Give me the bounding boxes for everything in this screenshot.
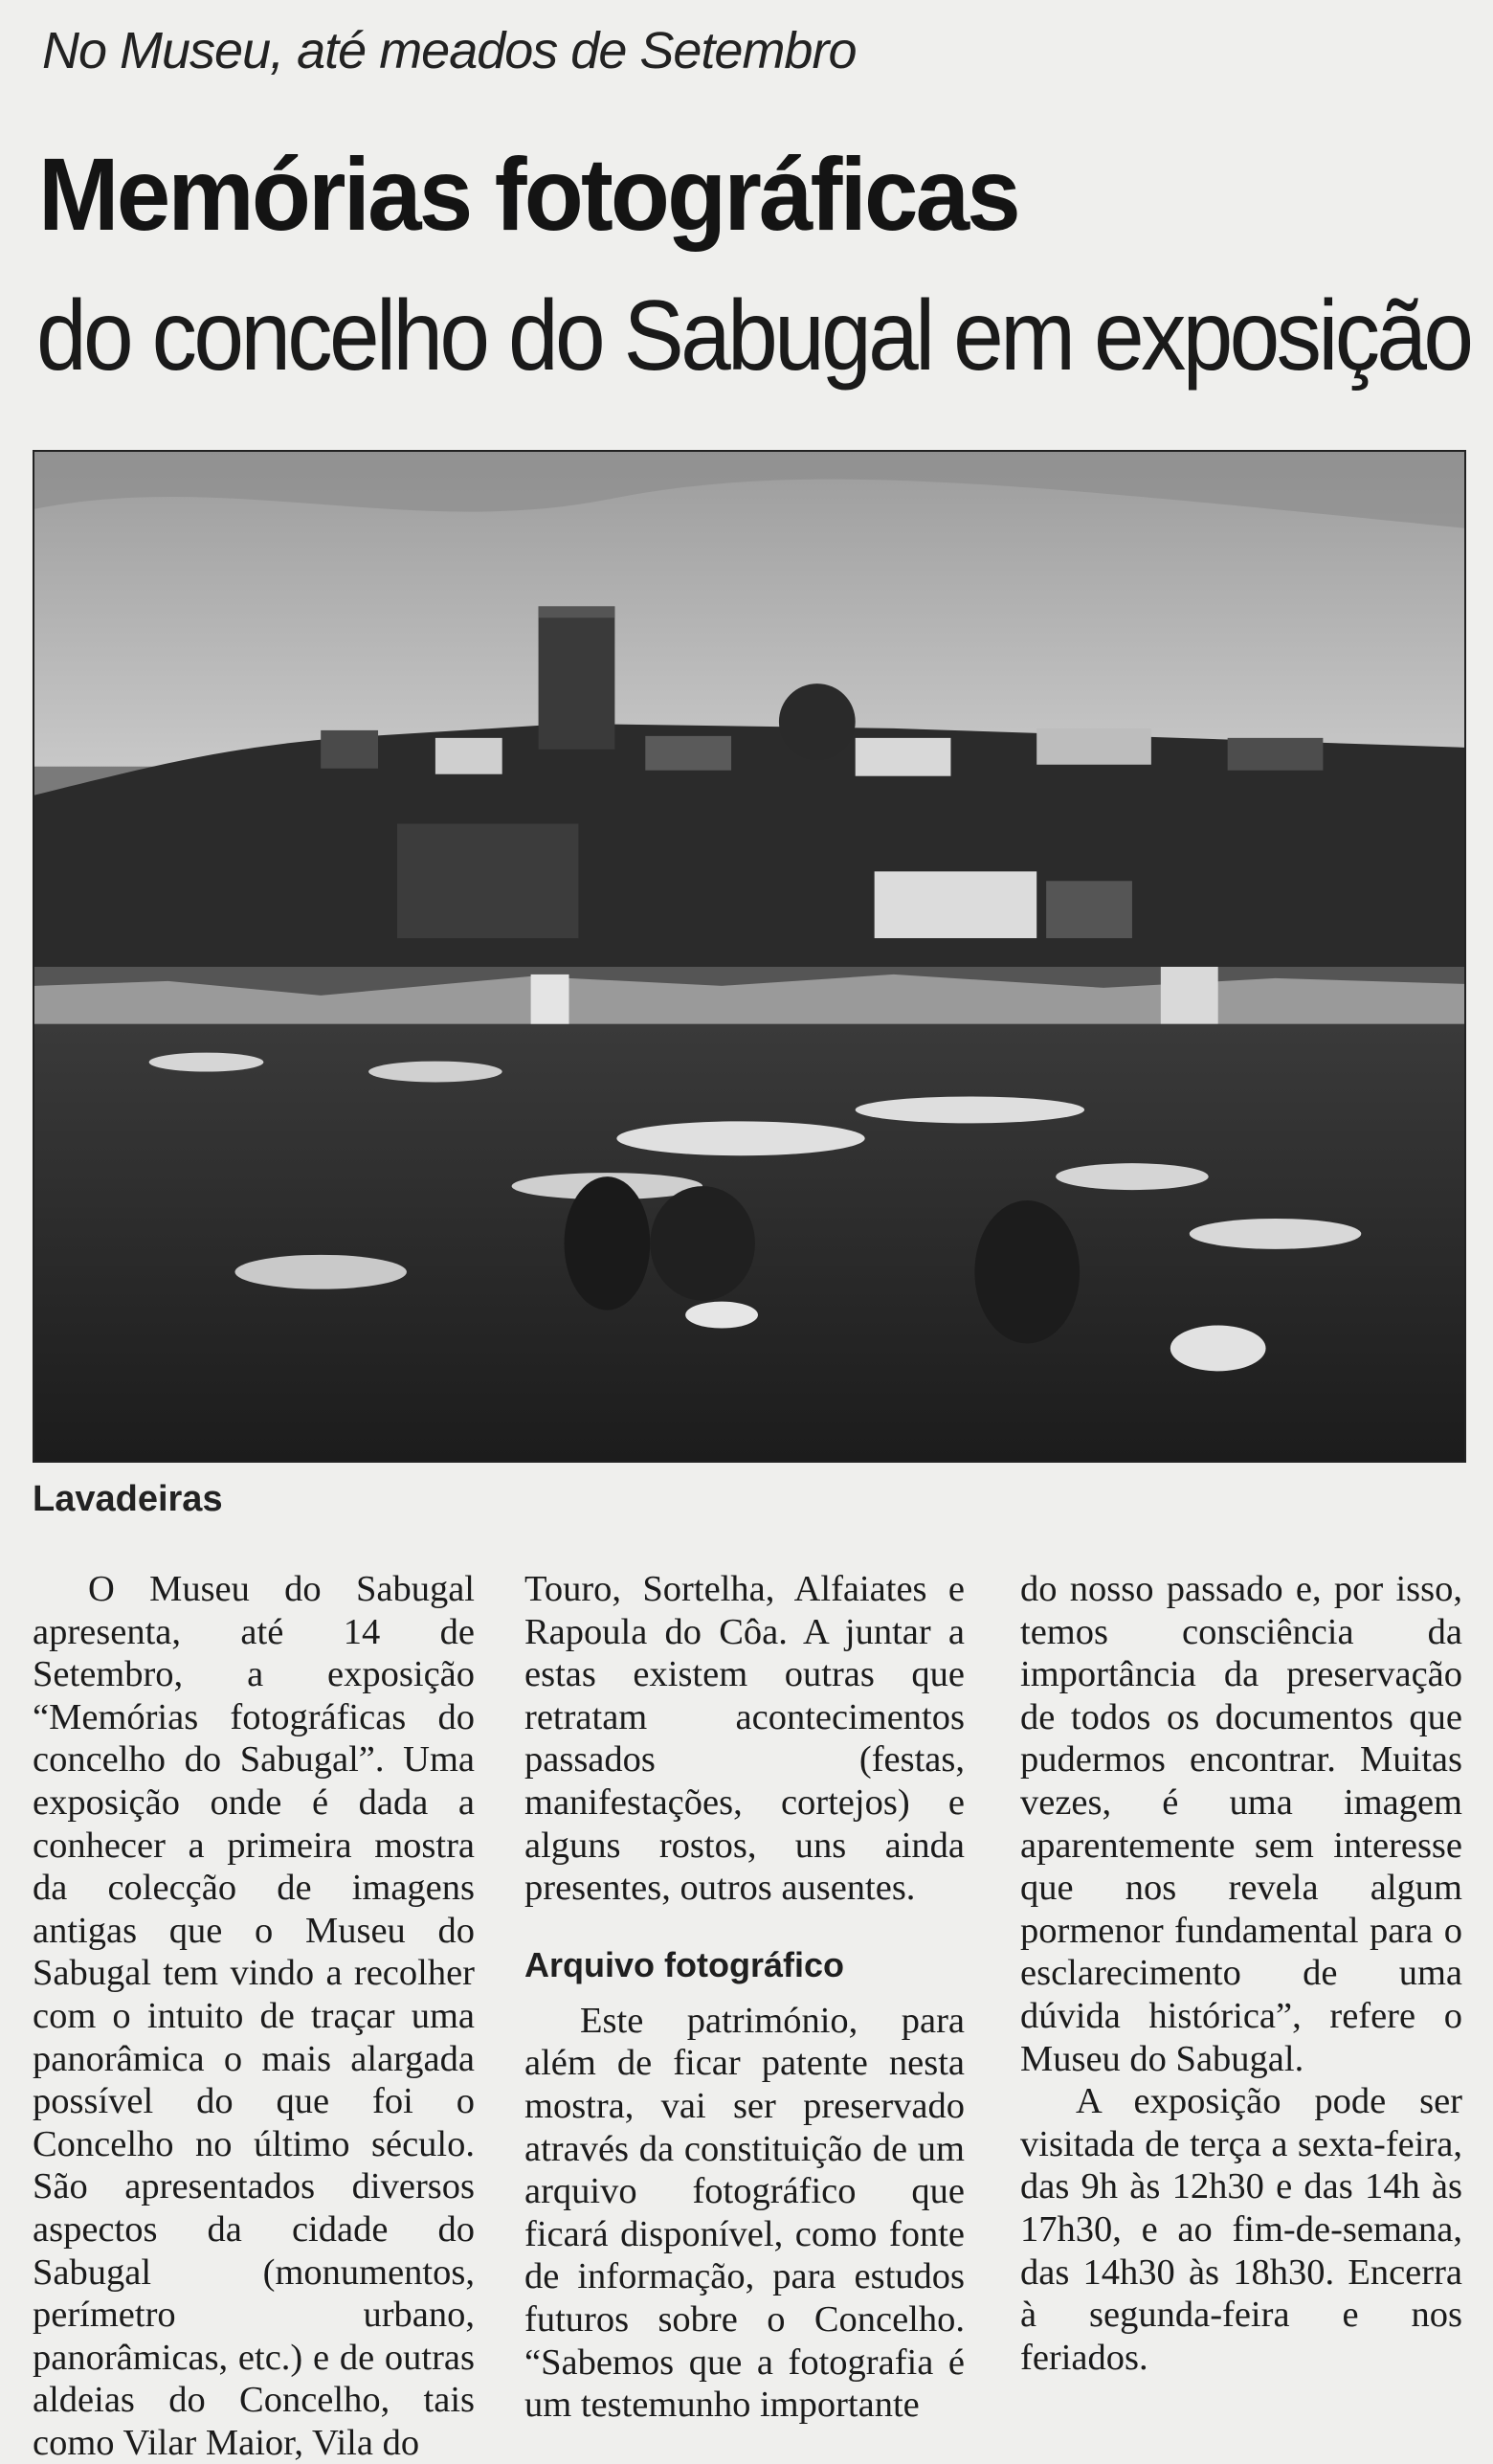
article-column-3 xyxy=(1020,1568,1462,2379)
headline: Memórias fotográficas xyxy=(38,136,1018,252)
article-column-2 xyxy=(524,1568,965,2427)
paragraph: Touro, Sortelha, Alfaiates e Rapoula do Côa. A juntar a estas existem outras que retratam acontecimentos passados (festas, manifestações, cortejos) e alguns rostos, uns ainda presentes, outros ausentes. xyxy=(524,1569,965,1909)
article-column-1 xyxy=(33,1568,475,2464)
photo-illustration xyxy=(34,452,1464,1461)
paragraph: A exposição pode ser visitada de terça a sexta-feira, das 9h às 12h30 e das 14h às 17h30, e ao fim-de-semana, das 14h30 às 18h30. Encerra à segunda-feira e nos feriados. xyxy=(1020,2081,1462,2378)
paragraph: O Museu do Sabugal apresenta, até 14 de Setembro, a exposição “Memórias fotográficas do concelho do Sabugal”. Uma exposição onde é dada a conhecer a primeira mostra da colecção de imagens antigas que o Museu do Sabugal tem vindo a recolher com o intuito de traçar uma panorâmica o mais alargada possível do que foi o Concelho no último século. São apresentados diversos aspectos da cidade do Sabugal (monumentos, perímetro urbano, panorâmicas, etc.) e de outras aldeias do Concelho, tais como Vilar Maior, Vila do xyxy=(33,1569,475,2463)
kicker: No Museu, até meados de Setembro xyxy=(42,22,857,79)
paragraph: Este património, para além de ficar patente nesta mostra, vai ser preservado através da constituição de um arquivo fotográfico que ficará disponível, como fonte de informação, para estudos futuros sobre o Concelho. “Sabemos que a fotografia é um testemunho importante xyxy=(524,2000,965,2426)
article-photo xyxy=(33,450,1466,1463)
section-heading: Arquivo fotográfico xyxy=(524,1944,844,1984)
subheadline: do concelho do Sabugal em exposição xyxy=(36,280,1471,392)
photo-caption: Lavadeiras xyxy=(33,1479,223,1519)
paragraph: do nosso passado e, por isso, temos consciência da importância da preservação de todos os documentos que pudermos encontrar. Muitas vezes, é uma imagem aparentemente sem interesse que nos revela algum pormenor fundamental para o esclarecimento de uma dúvida histórica”, refere o Museu do Sabugal. xyxy=(1020,1569,1462,2079)
